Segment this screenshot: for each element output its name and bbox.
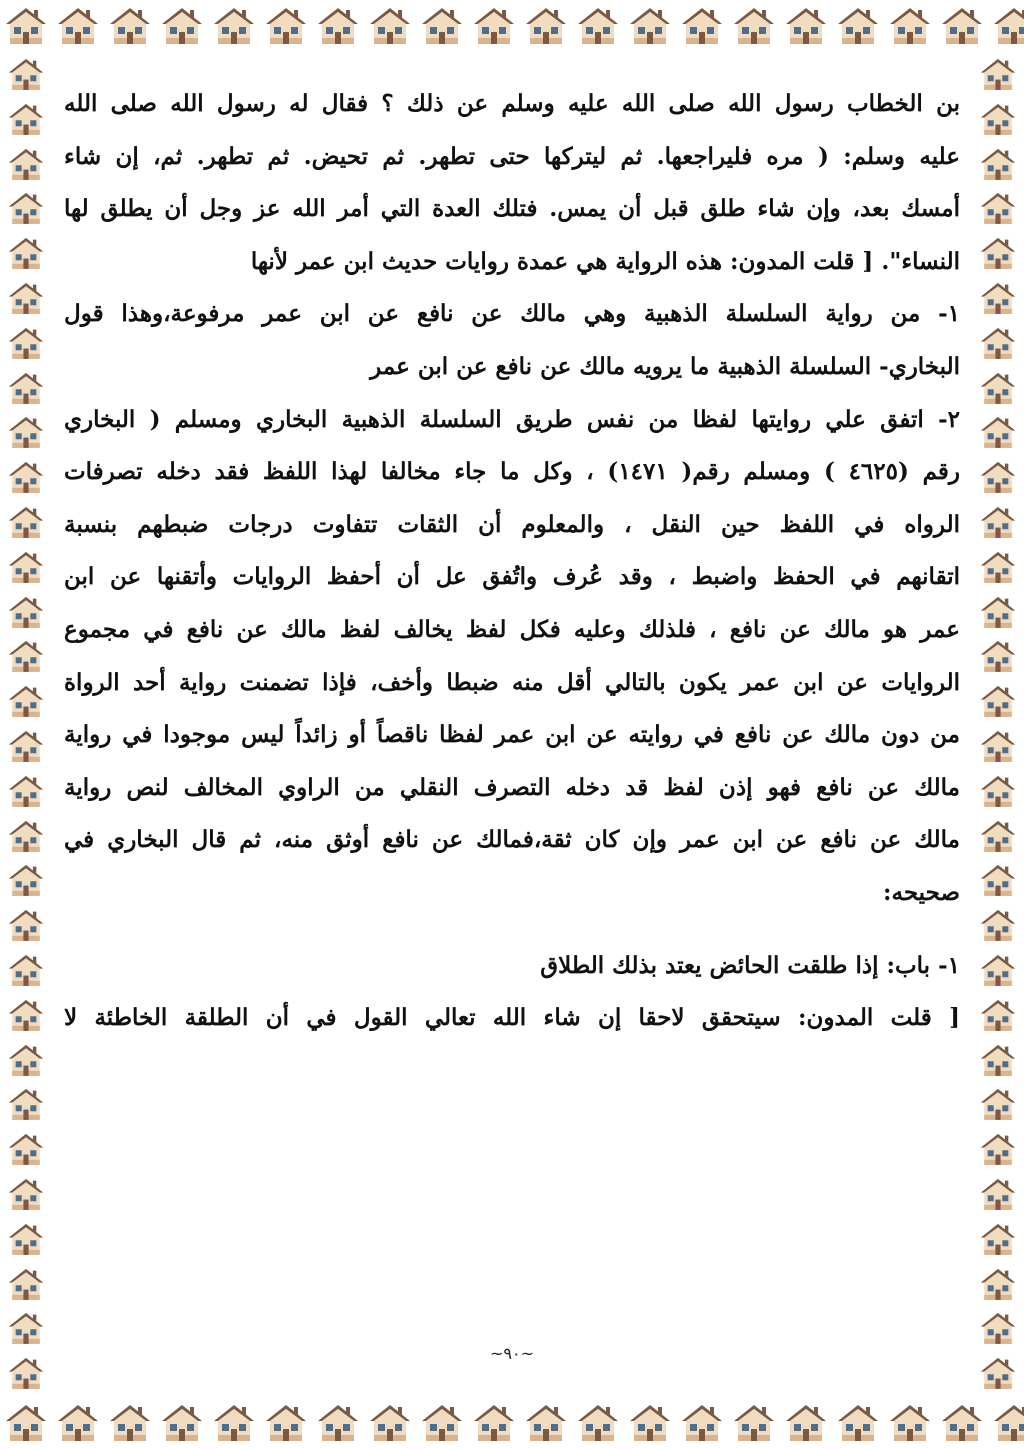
house-icon <box>972 769 1024 814</box>
house-icon <box>728 1397 780 1449</box>
house-icon <box>972 948 1024 993</box>
house-icon <box>0 500 52 545</box>
house-icon <box>936 1397 988 1449</box>
house-icon <box>260 0 312 52</box>
house-icon <box>520 1397 572 1449</box>
border-left <box>0 52 52 1397</box>
house-icon <box>0 993 52 1038</box>
house-icon <box>364 0 416 52</box>
house-icon <box>972 455 1024 500</box>
house-icon <box>972 634 1024 679</box>
house-icon <box>988 1397 1024 1449</box>
house-icon <box>156 0 208 52</box>
house-icon <box>0 142 52 187</box>
house-icon <box>972 1082 1024 1127</box>
house-icon <box>468 1397 520 1449</box>
house-icon <box>0 97 52 142</box>
house-icon <box>0 366 52 411</box>
text-line: النساء". [ قلت المدون: هذه الرواية هي عمدة روايات حديث ابن عمر لأنها <box>250 247 960 275</box>
house-icon <box>972 186 1024 231</box>
text-line: الرواه في اللفظ حين النقل ، والمعلوم أن الثقات تتفاوت درجات ضبطهم بنسبة <box>64 510 960 538</box>
house-icon <box>260 1397 312 1449</box>
house-icon <box>972 52 1024 97</box>
house-icon <box>0 410 52 455</box>
house-icon <box>0 1397 52 1449</box>
house-icon <box>416 0 468 52</box>
house-icon <box>972 1217 1024 1262</box>
text-line: صحيحه: <box>883 878 960 906</box>
house-icon <box>0 52 52 97</box>
house-icon <box>0 1038 52 1083</box>
house-icon <box>972 724 1024 769</box>
house-icon <box>972 500 1024 545</box>
house-icon <box>0 858 52 903</box>
house-icon <box>208 1397 260 1449</box>
house-icon <box>624 0 676 52</box>
house-icon <box>52 1397 104 1449</box>
house-icon <box>0 0 52 52</box>
house-icon <box>0 231 52 276</box>
text-line: اتقانهم في الحفظ واضبط ، وقد عُرف واتُفق عل أن أحفظ الروايات وأتقنها عن ابن <box>64 563 960 591</box>
house-icon <box>0 590 52 635</box>
house-icon <box>0 1082 52 1127</box>
house-icon <box>0 903 52 948</box>
house-icon <box>0 769 52 814</box>
house-icon <box>832 0 884 52</box>
house-icon <box>972 858 1024 903</box>
house-icon <box>972 1172 1024 1217</box>
house-icon <box>972 321 1024 366</box>
house-icon <box>972 410 1024 455</box>
house-icon <box>364 1397 416 1449</box>
house-icon <box>780 0 832 52</box>
text-line: الروايات عن ابن عمر يكون بالتالي أقل منه ضبطا وأخف، فإذا تضمنت رواية أحد الرواة <box>64 668 960 696</box>
house-icon <box>624 1397 676 1449</box>
house-icon <box>0 455 52 500</box>
house-icon <box>52 0 104 52</box>
house-icon <box>832 1397 884 1449</box>
section-heading: ١- باب: إذا طلقت الحائض يعتد بذلك الطلاق <box>540 951 960 979</box>
house-icon <box>572 1397 624 1449</box>
house-icon <box>0 724 52 769</box>
border-bottom <box>0 1397 1024 1449</box>
text-line: ٢- اتفق علي روايتها لفظا من نفس طريق السلسلة الذهبية البخاري ومسلم ( البخاري <box>64 405 960 433</box>
house-icon <box>972 276 1024 321</box>
house-icon <box>0 321 52 366</box>
house-icon <box>972 1262 1024 1307</box>
text-line: مالك عن نافع فهو إذن لفظ قد دخله التصرف النقلي من الراوي المخالف لنص رواية <box>64 773 960 801</box>
house-icon <box>104 0 156 52</box>
house-icon <box>972 142 1024 187</box>
text-line: أمسك بعد، وإن شاء طلق قبل أن يمس. فتلك العدة التي أمر الله عز وجل أن يطلق لها <box>64 195 960 223</box>
house-icon <box>728 0 780 52</box>
house-icon <box>884 0 936 52</box>
page-number: ~٩٠~ <box>490 1344 534 1363</box>
house-icon <box>972 679 1024 724</box>
house-icon <box>972 545 1024 590</box>
house-icon <box>988 0 1024 52</box>
house-icon <box>972 993 1024 1038</box>
text-block <box>64 78 960 1045</box>
house-icon <box>972 1038 1024 1083</box>
house-icon <box>0 679 52 724</box>
house-icon <box>468 0 520 52</box>
house-icon <box>0 186 52 231</box>
border-top <box>0 0 1024 52</box>
house-icon <box>416 1397 468 1449</box>
house-icon <box>572 0 624 52</box>
house-icon <box>0 1262 52 1307</box>
house-icon <box>972 231 1024 276</box>
house-icon <box>208 0 260 52</box>
text-line: عمر هو مالك عن نافع ، فلذلك وعليه فكل لفظ يخالف لفظ مالك عن نافع في مجموع <box>64 615 960 643</box>
house-icon <box>0 948 52 993</box>
text-line: رقم (٤٦٢٥ ) ومسلم رقم( ١٤٧١) ، وكل ما جاء مخالفا لهذا اللفظ فقد دخله تصرفات <box>64 458 960 486</box>
text-line: عليه وسلم: ( مره فليراجعها. ثم ليتركها حتى تطهر. ثم تحيض. ثم تطهر. ثم، إن شاء <box>64 142 960 170</box>
house-icon <box>972 903 1024 948</box>
text-line: البخاري- السلسلة الذهبية ما يرويه مالك عن نافع عن ابن عمر <box>370 352 960 380</box>
house-icon <box>0 276 52 321</box>
border-right <box>972 52 1024 1397</box>
house-icon <box>0 545 52 590</box>
house-icon <box>0 1127 52 1172</box>
house-icon <box>0 814 52 859</box>
house-icon <box>520 0 572 52</box>
text-line: من دون مالك عن نافع في روايته عن ابن عمر لفظا ناقصاً أو زائداً ليس موجودا في رواية <box>64 721 960 749</box>
house-icon <box>936 0 988 52</box>
house-icon <box>312 1397 364 1449</box>
text-line: ١- من رواية السلسلة الذهبية وهي مالك عن نافع عن ابن عمر مرفوعة،وهذا قول <box>64 300 960 328</box>
house-icon <box>156 1397 208 1449</box>
house-icon <box>0 1217 52 1262</box>
house-icon <box>104 1397 156 1449</box>
house-icon <box>972 590 1024 635</box>
house-icon <box>0 1172 52 1217</box>
house-icon <box>972 366 1024 411</box>
note-line: [ قلت المدون: سيتحقق لاحقا إن شاء الله تعالي القول في أن الطلقة الخاطئة لا <box>64 1004 960 1032</box>
text-line: بن الخطاب رسول الله صلى الله عليه وسلم عن ذلك ؟ فقال له رسول الله صلى الله <box>64 90 960 117</box>
house-icon <box>312 0 364 52</box>
house-icon <box>780 1397 832 1449</box>
house-icon <box>972 814 1024 859</box>
text-line: مالك عن نافع عن ابن عمر وإن كان ثقة،فمالك عن نافع أوثق منه، ثم قال البخاري في <box>64 826 960 854</box>
house-icon <box>884 1397 936 1449</box>
house-icon <box>972 1127 1024 1172</box>
house-icon <box>676 0 728 52</box>
house-icon <box>0 634 52 679</box>
house-icon <box>972 97 1024 142</box>
house-icon <box>676 1397 728 1449</box>
